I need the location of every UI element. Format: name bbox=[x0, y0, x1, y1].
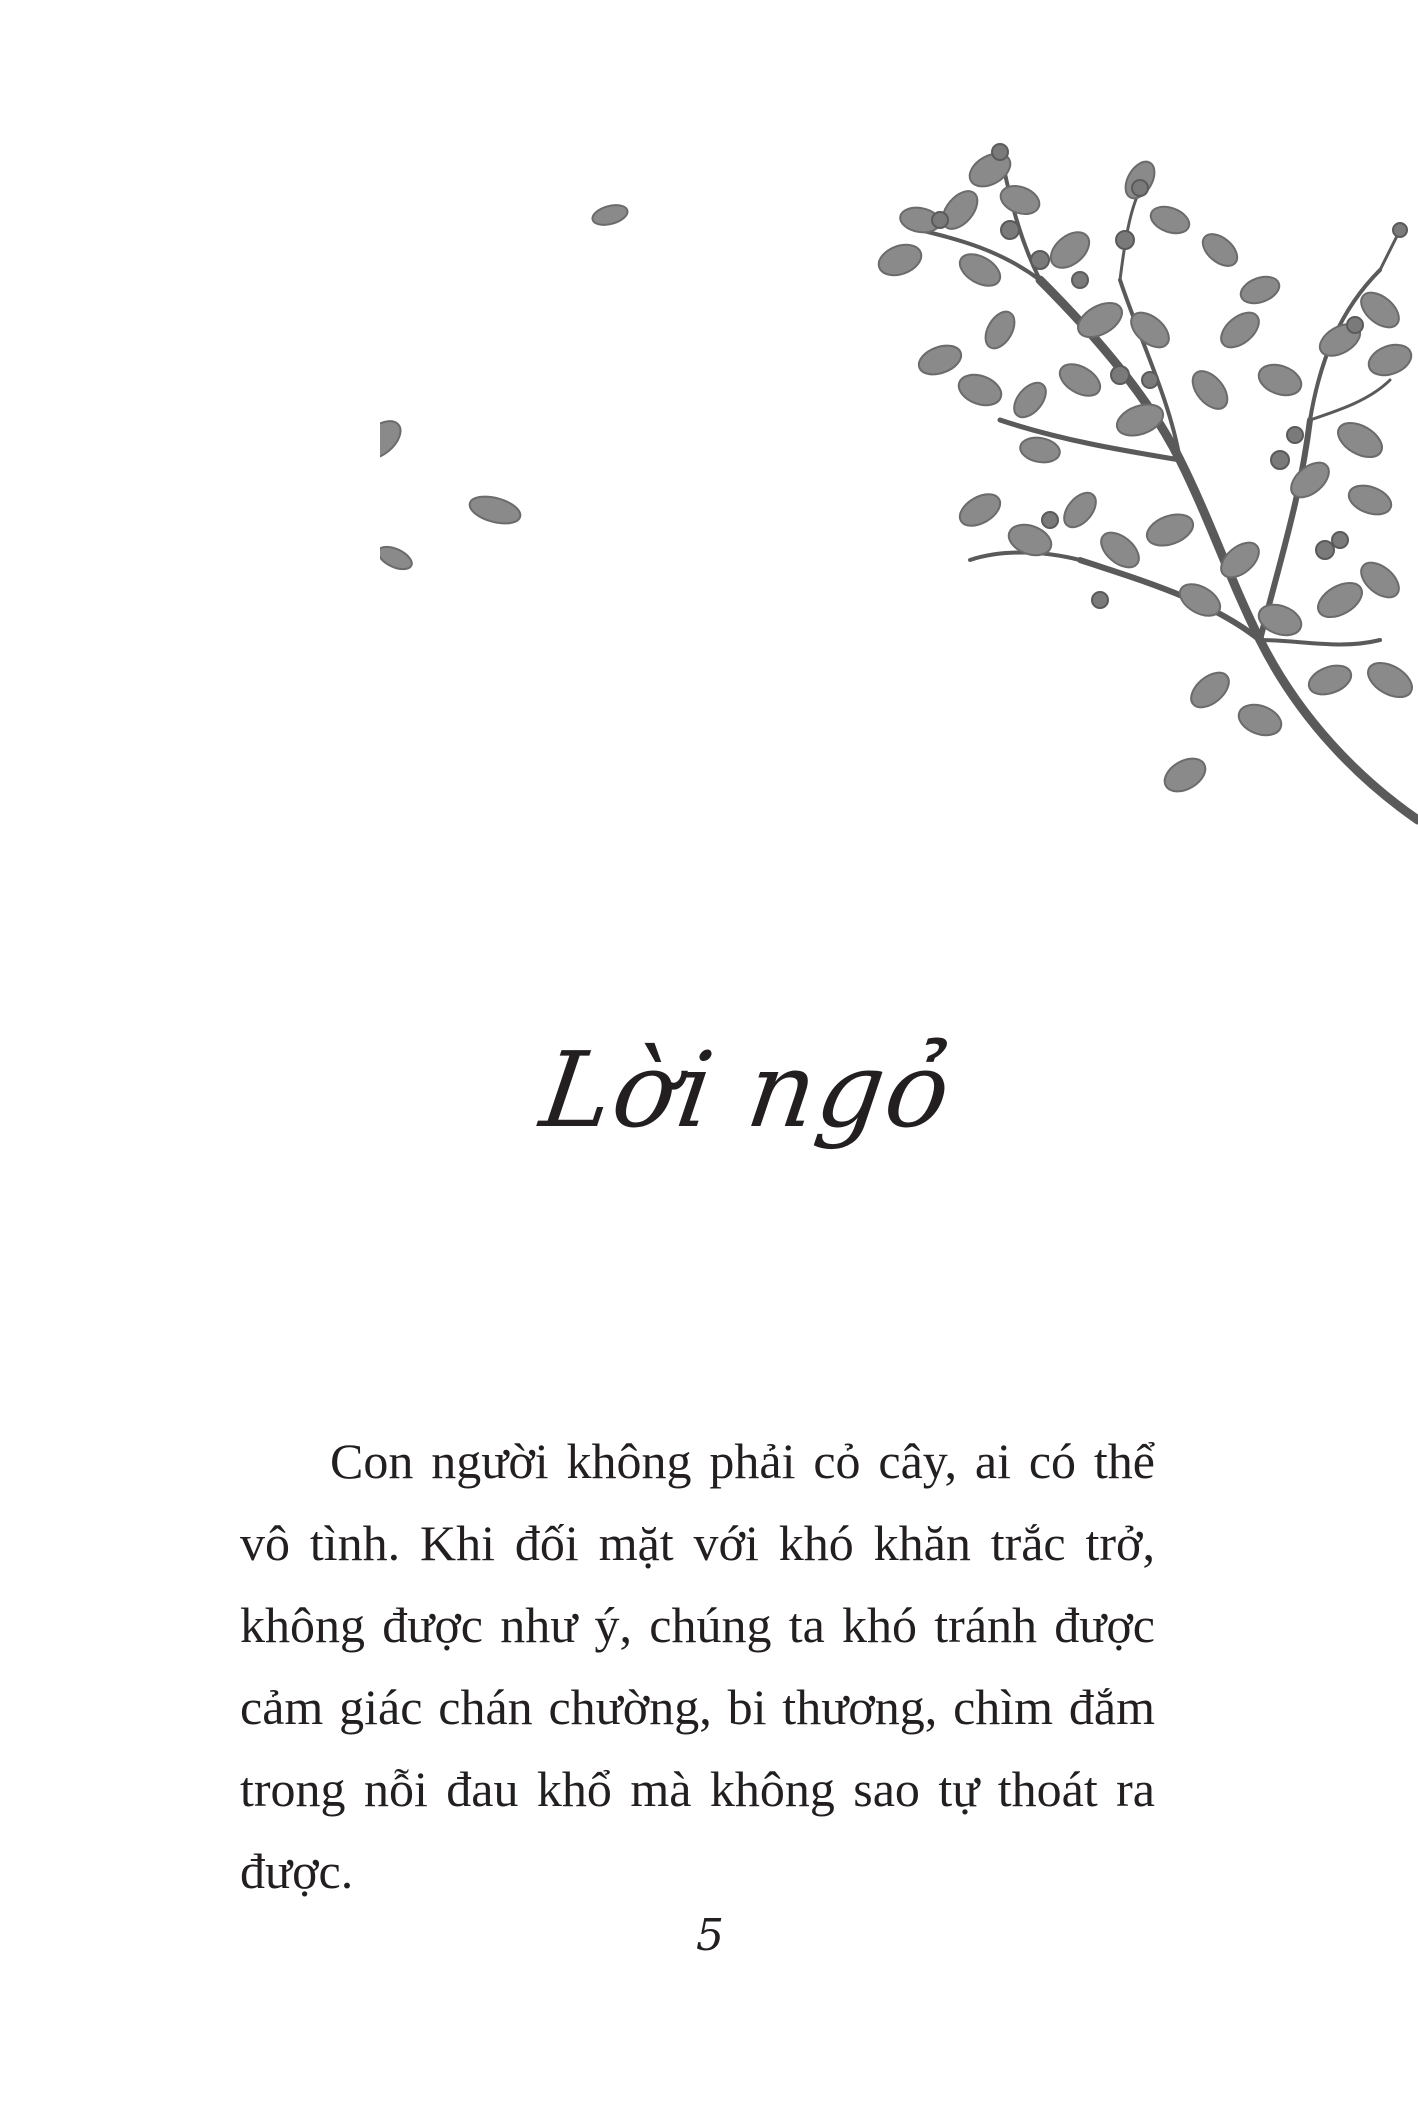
body-text bbox=[240, 1420, 1155, 1912]
body-paragraph: Con người không phải cỏ cây, ai có thể vô tình. Khi đối mặt với khó khăn trắc trở, không được như ý, chúng ta khó tránh được cảm giác chán chường, bi thương, chìm đắm trong nỗi đau khổ mà không sao tự thoát ra được. bbox=[240, 1433, 1155, 1899]
page-title: Lời ngỏ bbox=[534, 1029, 960, 1151]
branch-illustration bbox=[380, 80, 1418, 840]
page-number: 5 bbox=[696, 1910, 724, 1961]
